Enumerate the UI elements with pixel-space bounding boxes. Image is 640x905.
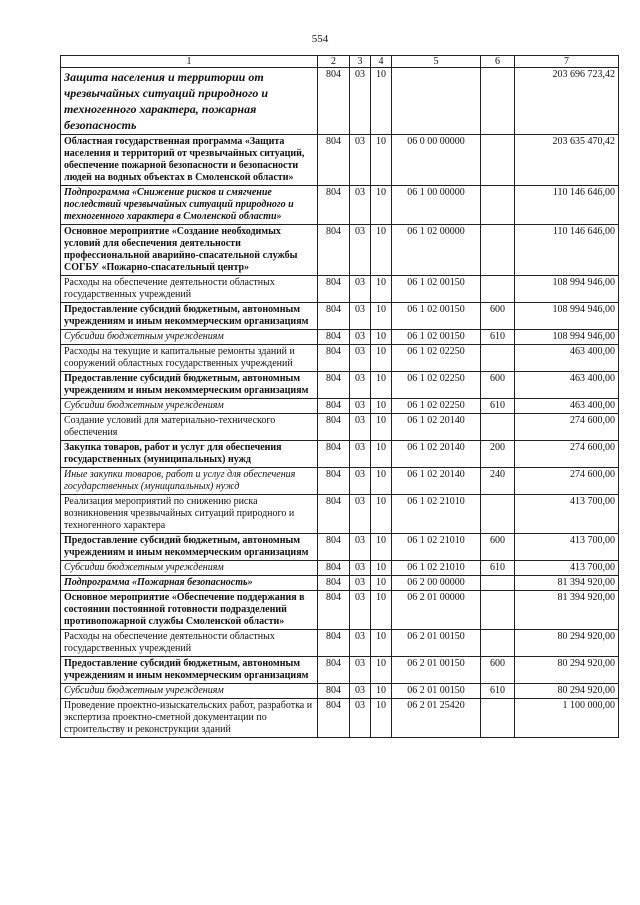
expense-type-cell bbox=[481, 495, 515, 534]
ministry-code-cell: 804 bbox=[318, 330, 350, 345]
expense-name-cell: Субсидии бюджетным учреждениям bbox=[61, 330, 318, 345]
ministry-code-cell: 804 bbox=[318, 576, 350, 591]
expense-name-cell: Субсидии бюджетным учреждениям bbox=[61, 684, 318, 699]
target-article-cell: 06 2 01 00150 bbox=[392, 657, 481, 684]
subsection-code-cell: 10 bbox=[371, 276, 392, 303]
subsection-code-cell: 10 bbox=[371, 534, 392, 561]
target-article-cell: 06 1 02 21010 bbox=[392, 561, 481, 576]
column-header: 6 bbox=[481, 56, 515, 68]
table-row bbox=[61, 561, 619, 576]
target-article-cell: 06 1 02 00000 bbox=[392, 225, 481, 276]
section-code-cell: 03 bbox=[350, 534, 371, 561]
target-article-cell: 06 2 00 00000 bbox=[392, 576, 481, 591]
target-article-cell: 06 1 02 20140 bbox=[392, 441, 481, 468]
expense-type-cell bbox=[481, 414, 515, 441]
subsection-code-cell: 10 bbox=[371, 684, 392, 699]
target-article-cell: 06 1 02 20140 bbox=[392, 414, 481, 441]
expense-type-cell bbox=[481, 135, 515, 186]
expense-name-cell: Реализация мероприятий по снижению риска возникновения чрезвычайных ситуаций природного и техногенного характера bbox=[61, 495, 318, 534]
ministry-code-cell: 804 bbox=[318, 135, 350, 186]
expense-type-cell bbox=[481, 225, 515, 276]
amount-cell: 413 700,00 bbox=[515, 561, 619, 576]
amount-cell: 80 294 920,00 bbox=[515, 684, 619, 699]
target-article-cell: 06 0 00 00000 bbox=[392, 135, 481, 186]
expense-type-cell: 610 bbox=[481, 684, 515, 699]
section-code-cell: 03 bbox=[350, 225, 371, 276]
ministry-code-cell: 804 bbox=[318, 303, 350, 330]
table-row bbox=[61, 225, 619, 276]
amount-cell: 413 700,00 bbox=[515, 534, 619, 561]
target-article-cell bbox=[392, 68, 481, 135]
subsection-code-cell: 10 bbox=[371, 225, 392, 276]
expense-type-cell: 600 bbox=[481, 303, 515, 330]
expense-name-cell: Основное мероприятие «Создание необходимых условий для обеспечения деятельности профессиональной аварийно-спасательной службы СОГБУ «Пожарно-спасательный центр» bbox=[61, 225, 318, 276]
section-code-cell: 03 bbox=[350, 330, 371, 345]
amount-cell: 203 635 470,42 bbox=[515, 135, 619, 186]
table-row bbox=[61, 303, 619, 330]
target-article-cell: 06 1 02 00150 bbox=[392, 276, 481, 303]
section-code-cell: 03 bbox=[350, 495, 371, 534]
section-code-cell: 03 bbox=[350, 576, 371, 591]
section-code-cell: 03 bbox=[350, 303, 371, 330]
subsection-code-cell: 10 bbox=[371, 186, 392, 225]
table-row bbox=[61, 414, 619, 441]
table-row bbox=[61, 276, 619, 303]
subsection-code-cell: 10 bbox=[371, 372, 392, 399]
subsection-code-cell: 10 bbox=[371, 561, 392, 576]
section-code-cell: 03 bbox=[350, 186, 371, 225]
section-code-cell: 03 bbox=[350, 135, 371, 186]
table-row bbox=[61, 399, 619, 414]
section-code-cell: 03 bbox=[350, 372, 371, 399]
table-row bbox=[61, 330, 619, 345]
ministry-code-cell: 804 bbox=[318, 414, 350, 441]
amount-cell: 274 600,00 bbox=[515, 414, 619, 441]
expense-name-cell: Предоставление субсидий бюджетным, автономным учреждениям и иным некоммерческим организациям bbox=[61, 303, 318, 330]
target-article-cell: 06 1 02 21010 bbox=[392, 534, 481, 561]
subsection-code-cell: 10 bbox=[371, 414, 392, 441]
ministry-code-cell: 804 bbox=[318, 699, 350, 738]
target-article-cell: 06 2 01 25420 bbox=[392, 699, 481, 738]
expense-name-cell: Основное мероприятие «Обеспечение поддержания в состоянии постоянной готовности подразделений противопожарной службы Смоленской области» bbox=[61, 591, 318, 630]
expense-type-cell: 240 bbox=[481, 468, 515, 495]
expense-type-cell: 610 bbox=[481, 561, 515, 576]
amount-cell: 203 696 723,42 bbox=[515, 68, 619, 135]
amount-cell: 274 600,00 bbox=[515, 468, 619, 495]
expense-name-cell: Предоставление субсидий бюджетным, автономным учреждениям и иным некоммерческим организациям bbox=[61, 657, 318, 684]
expense-type-cell: 600 bbox=[481, 657, 515, 684]
target-article-cell: 06 2 01 00150 bbox=[392, 684, 481, 699]
section-code-cell: 03 bbox=[350, 591, 371, 630]
expense-type-cell bbox=[481, 345, 515, 372]
expense-name-cell: Создание условий для материально-технического обеспечения bbox=[61, 414, 318, 441]
expense-name-cell: Защита населения и территории от чрезвычайных ситуаций природного и техногенного характера, пожарная безопасность bbox=[61, 68, 318, 135]
column-header: 7 bbox=[515, 56, 619, 68]
expense-name-cell: Областная государственная программа «Защита населения и территорий от чрезвычайных ситуаций, обеспечение пожарной безопасности и безопасности людей на водных объектах в Смоленской области» bbox=[61, 135, 318, 186]
budget-table bbox=[60, 55, 619, 738]
target-article-cell: 06 2 01 00150 bbox=[392, 630, 481, 657]
section-code-cell: 03 bbox=[350, 561, 371, 576]
table-row bbox=[61, 135, 619, 186]
subsection-code-cell: 10 bbox=[371, 441, 392, 468]
section-code-cell: 03 bbox=[350, 441, 371, 468]
expense-name-cell: Предоставление субсидий бюджетным, автономным учреждениям и иным некоммерческим организациям bbox=[61, 534, 318, 561]
ministry-code-cell: 804 bbox=[318, 372, 350, 399]
amount-cell: 110 146 646,00 bbox=[515, 186, 619, 225]
expense-name-cell: Предоставление субсидий бюджетным, автономным учреждениям и иным некоммерческим организациям bbox=[61, 372, 318, 399]
ministry-code-cell: 804 bbox=[318, 225, 350, 276]
table-row bbox=[61, 699, 619, 738]
table-row bbox=[61, 630, 619, 657]
section-code-cell: 03 bbox=[350, 276, 371, 303]
ministry-code-cell: 804 bbox=[318, 399, 350, 414]
section-code-cell: 03 bbox=[350, 630, 371, 657]
target-article-cell: 06 1 02 02250 bbox=[392, 399, 481, 414]
subsection-code-cell: 10 bbox=[371, 345, 392, 372]
subsection-code-cell: 10 bbox=[371, 591, 392, 630]
ministry-code-cell: 804 bbox=[318, 441, 350, 468]
table-row bbox=[61, 468, 619, 495]
target-article-cell: 06 1 00 00000 bbox=[392, 186, 481, 225]
column-header: 1 bbox=[61, 56, 318, 68]
column-header: 3 bbox=[350, 56, 371, 68]
table-row bbox=[61, 68, 619, 135]
section-code-cell: 03 bbox=[350, 657, 371, 684]
column-header: 2 bbox=[318, 56, 350, 68]
expense-name-cell: Расходы на обеспечение деятельности областных государственных учреждений bbox=[61, 630, 318, 657]
amount-cell: 108 994 946,00 bbox=[515, 303, 619, 330]
expense-type-cell: 200 bbox=[481, 441, 515, 468]
target-article-cell: 06 1 02 21010 bbox=[392, 495, 481, 534]
column-header: 5 bbox=[392, 56, 481, 68]
amount-cell: 274 600,00 bbox=[515, 441, 619, 468]
subsection-code-cell: 10 bbox=[371, 330, 392, 345]
target-article-cell: 06 2 01 00000 bbox=[392, 591, 481, 630]
table-row bbox=[61, 534, 619, 561]
ministry-code-cell: 804 bbox=[318, 630, 350, 657]
ministry-code-cell: 804 bbox=[318, 68, 350, 135]
amount-cell: 413 700,00 bbox=[515, 495, 619, 534]
expense-name-cell: Подпрограмма «Снижение рисков и смягчение последствий чрезвычайных ситуаций природного и техногенного характера в Смоленской области» bbox=[61, 186, 318, 225]
expense-type-cell: 610 bbox=[481, 399, 515, 414]
table-row bbox=[61, 186, 619, 225]
expense-type-cell bbox=[481, 699, 515, 738]
table-row bbox=[61, 372, 619, 399]
table-row bbox=[61, 657, 619, 684]
ministry-code-cell: 804 bbox=[318, 495, 350, 534]
expense-name-cell: Субсидии бюджетным учреждениям bbox=[61, 399, 318, 414]
table-row bbox=[61, 345, 619, 372]
amount-cell: 80 294 920,00 bbox=[515, 657, 619, 684]
expense-type-cell bbox=[481, 576, 515, 591]
column-header: 4 bbox=[371, 56, 392, 68]
section-code-cell: 03 bbox=[350, 684, 371, 699]
table-row bbox=[61, 591, 619, 630]
ministry-code-cell: 804 bbox=[318, 468, 350, 495]
expense-type-cell bbox=[481, 630, 515, 657]
subsection-code-cell: 10 bbox=[371, 68, 392, 135]
subsection-code-cell: 10 bbox=[371, 630, 392, 657]
amount-cell: 108 994 946,00 bbox=[515, 276, 619, 303]
ministry-code-cell: 804 bbox=[318, 276, 350, 303]
amount-cell: 110 146 646,00 bbox=[515, 225, 619, 276]
expense-type-cell: 600 bbox=[481, 534, 515, 561]
target-article-cell: 06 1 02 02250 bbox=[392, 372, 481, 399]
amount-cell: 463 400,00 bbox=[515, 372, 619, 399]
expense-name-cell: Проведение проектно-изыскательских работ, разработка и экспертиза проектно-сметной документации по строительству и реконструкции зданий bbox=[61, 699, 318, 738]
table-row bbox=[61, 684, 619, 699]
expense-type-cell bbox=[481, 591, 515, 630]
subsection-code-cell: 10 bbox=[371, 399, 392, 414]
expense-type-cell bbox=[481, 186, 515, 225]
amount-cell: 463 400,00 bbox=[515, 399, 619, 414]
subsection-code-cell: 10 bbox=[371, 699, 392, 738]
expense-name-cell: Субсидии бюджетным учреждениям bbox=[61, 561, 318, 576]
section-code-cell: 03 bbox=[350, 345, 371, 372]
ministry-code-cell: 804 bbox=[318, 684, 350, 699]
ministry-code-cell: 804 bbox=[318, 591, 350, 630]
target-article-cell: 06 1 02 00150 bbox=[392, 330, 481, 345]
target-article-cell: 06 1 02 20140 bbox=[392, 468, 481, 495]
section-code-cell: 03 bbox=[350, 399, 371, 414]
ministry-code-cell: 804 bbox=[318, 534, 350, 561]
ministry-code-cell: 804 bbox=[318, 657, 350, 684]
amount-cell: 81 394 920,00 bbox=[515, 576, 619, 591]
ministry-code-cell: 804 bbox=[318, 345, 350, 372]
table-row bbox=[61, 441, 619, 468]
section-code-cell: 03 bbox=[350, 414, 371, 441]
expense-name-cell: Иные закупки товаров, работ и услуг для обеспечения государственных (муниципальных) нужд bbox=[61, 468, 318, 495]
amount-cell: 80 294 920,00 bbox=[515, 630, 619, 657]
expense-type-cell bbox=[481, 276, 515, 303]
amount-cell: 108 994 946,00 bbox=[515, 330, 619, 345]
target-article-cell: 06 1 02 02250 bbox=[392, 345, 481, 372]
ministry-code-cell: 804 bbox=[318, 561, 350, 576]
subsection-code-cell: 10 bbox=[371, 495, 392, 534]
ministry-code-cell: 804 bbox=[318, 186, 350, 225]
subsection-code-cell: 10 bbox=[371, 576, 392, 591]
target-article-cell: 06 1 02 00150 bbox=[392, 303, 481, 330]
section-code-cell: 03 bbox=[350, 468, 371, 495]
expense-name-cell: Подпрограмма «Пожарная безопасность» bbox=[61, 576, 318, 591]
subsection-code-cell: 10 bbox=[371, 657, 392, 684]
table-row bbox=[61, 495, 619, 534]
table-row bbox=[61, 576, 619, 591]
amount-cell: 463 400,00 bbox=[515, 345, 619, 372]
page-number: 554 bbox=[311, 33, 329, 45]
section-code-cell: 03 bbox=[350, 699, 371, 738]
expense-name-cell: Закупка товаров, работ и услуг для обеспечения государственных (муниципальных) нужд bbox=[61, 441, 318, 468]
expense-name-cell: Расходы на текущие и капитальные ремонты зданий и сооружений областных государственных учреждений bbox=[61, 345, 318, 372]
expense-type-cell bbox=[481, 68, 515, 135]
amount-cell: 81 394 920,00 bbox=[515, 591, 619, 630]
expense-type-cell: 600 bbox=[481, 372, 515, 399]
section-code-cell: 03 bbox=[350, 68, 371, 135]
expense-type-cell: 610 bbox=[481, 330, 515, 345]
expense-name-cell: Расходы на обеспечение деятельности областных государственных учреждений bbox=[61, 276, 318, 303]
subsection-code-cell: 10 bbox=[371, 303, 392, 330]
subsection-code-cell: 10 bbox=[371, 135, 392, 186]
table-header-row bbox=[61, 56, 619, 68]
amount-cell: 1 100 000,00 bbox=[515, 699, 619, 738]
subsection-code-cell: 10 bbox=[371, 468, 392, 495]
